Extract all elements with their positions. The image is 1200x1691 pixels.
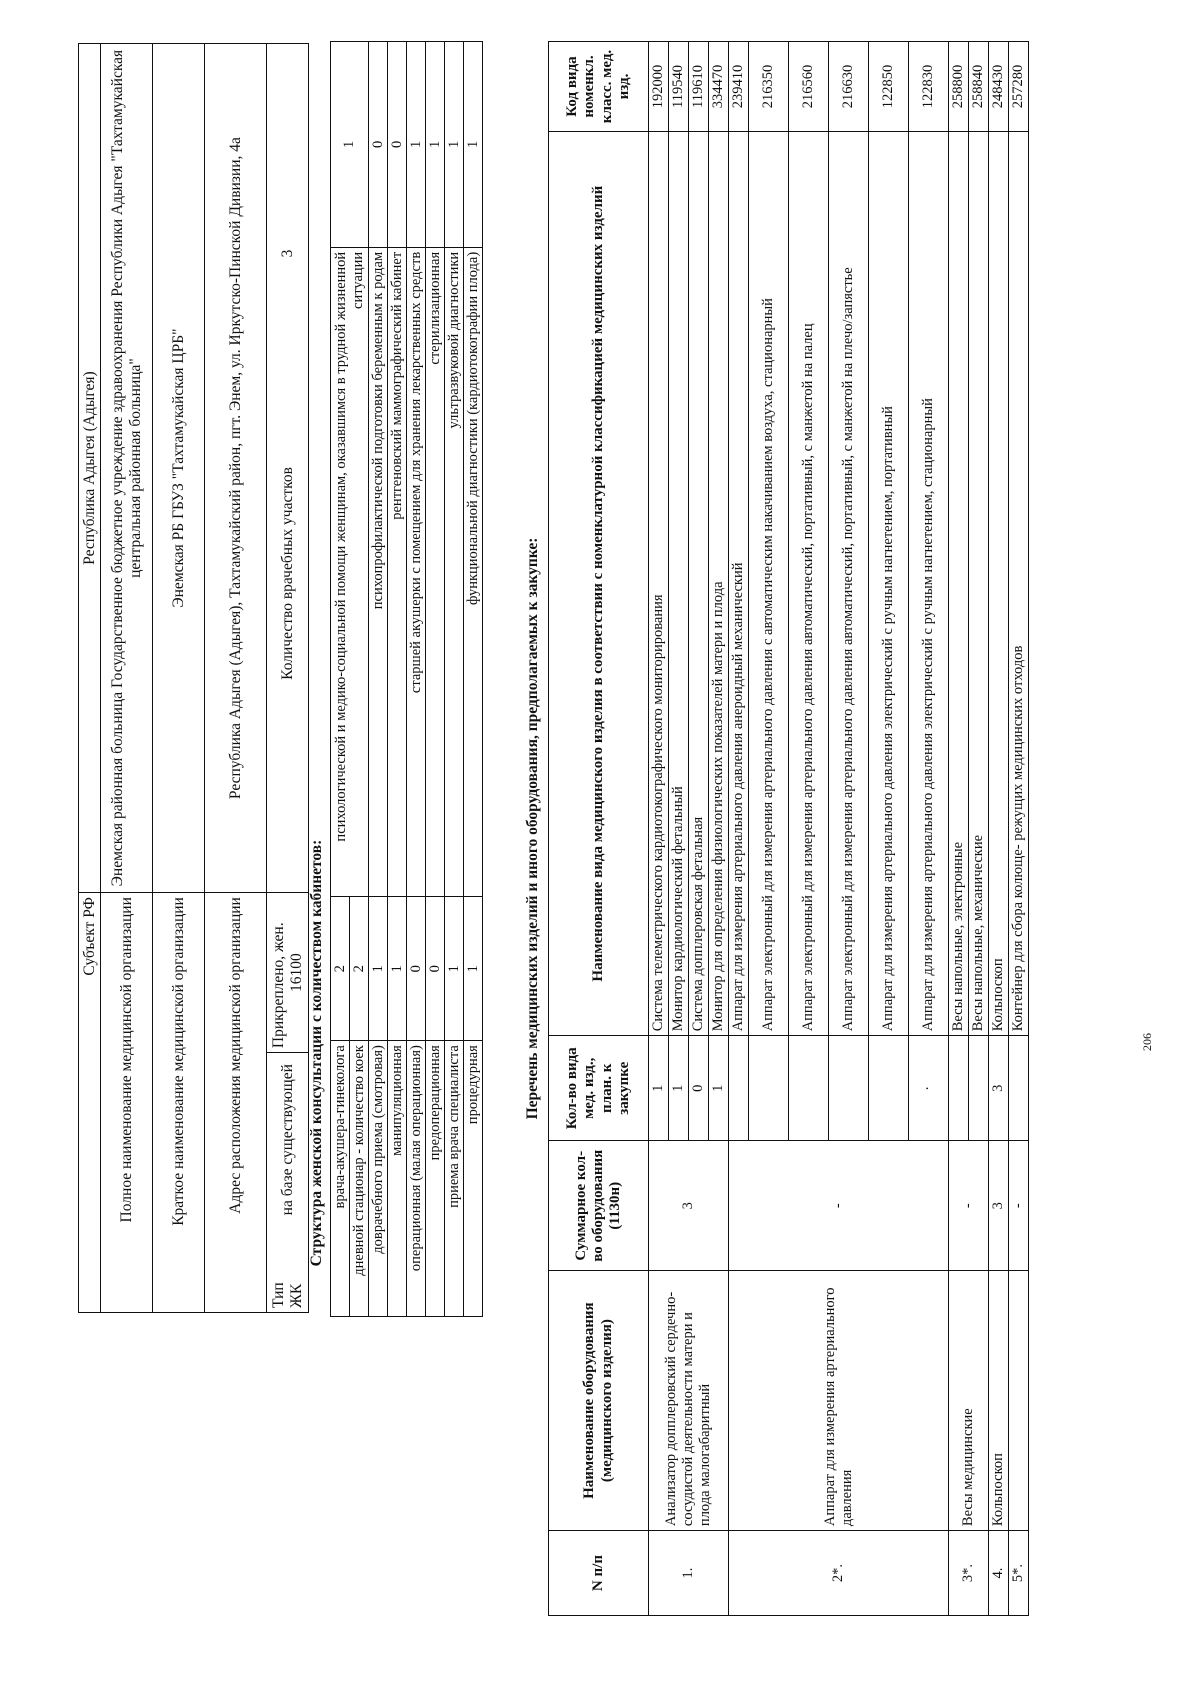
short-name-label: Краткое наименование медицинской организации — [153, 893, 205, 1313]
equipment-item-code: 119540 — [669, 42, 689, 132]
cabinet-right-count: 1 — [464, 42, 483, 248]
equipment-item-kind: Аппарат для измерения артериального давления электрический с ручным нагнетением, портативный — [869, 132, 909, 1036]
equipment-item-qty: 1 — [649, 1036, 669, 1141]
zk-type-value: на базе существующей — [278, 1064, 296, 1216]
organization-header-table — [78, 43, 309, 1313]
equipment-item-qty: 1 — [709, 1036, 729, 1141]
cabinet-row — [331, 42, 350, 1317]
equipment-item-code: 257280 — [1009, 42, 1029, 132]
cabinets-table — [330, 41, 483, 1317]
equipment-item-kind: Аппарат электронный для измерения артериального давления автоматический, портативный, с манжетой на палец — [789, 132, 829, 1036]
equipment-item-qty: 3 — [989, 1036, 1009, 1141]
cabinet-row — [369, 42, 388, 1317]
cabinet-row — [407, 42, 426, 1317]
equipment-item-code: 122850 — [869, 42, 909, 132]
cabinet-left-name: дневной стационар - количество коек — [350, 1041, 369, 1317]
cabinet-right-count: 1 — [331, 42, 369, 248]
equipment-name — [1009, 1271, 1029, 1531]
address-label: Адрес расположения медицинской организации — [205, 893, 267, 1313]
cabinet-left-name: доврачебного приема (смотровая) — [369, 1041, 388, 1317]
equipment-item-qty — [869, 1036, 909, 1141]
equipment-row — [729, 42, 749, 1616]
attached-label: Прикреплено, жен. — [269, 922, 287, 1049]
cabinet-right-name: рентгеновский маммографический кабинет — [388, 247, 407, 896]
equipment-number: 1. — [649, 1531, 729, 1616]
cabinet-left-name: приема врача специалиста — [445, 1041, 464, 1317]
equipment-name: Кольпоскоп — [989, 1271, 1009, 1531]
equipment-name: Весы медицинские — [949, 1271, 989, 1531]
cabinet-left-name: врача-акушера-гинеколога — [331, 1041, 350, 1317]
cabinet-left-count: 1 — [388, 897, 407, 1041]
equipment-item-kind: Система допплеровская фетальная — [689, 132, 709, 1036]
attached-value: 16100 — [287, 953, 305, 992]
equipment-item-kind: Контейнер для сбора колюще- режущих медицинских отходов — [1009, 132, 1029, 1036]
equipment-item-qty: 1 — [669, 1036, 689, 1141]
cabinet-left-count: 2 — [331, 897, 350, 1041]
cabinet-left-name: операционная (малая операционная) — [407, 1041, 426, 1317]
cabinets-title: Структура женской консультации с количеством кабинетов: — [308, 839, 325, 1267]
equipment-item-qty: · — [909, 1036, 949, 1141]
cabinet-row — [388, 42, 407, 1317]
cabinet-right-count: 0 — [388, 42, 407, 248]
cabinet-row — [464, 42, 483, 1317]
equipment-item-qty — [749, 1036, 789, 1141]
equipment-item-kind: Монитор для определения физиологических показателей матери и плода — [709, 132, 729, 1036]
cabinet-right-count: 1 — [407, 42, 426, 248]
equipment-item-code: 122830 — [909, 42, 949, 132]
equipment-total: - — [729, 1141, 949, 1271]
equipment-item-qty — [829, 1036, 869, 1141]
equipment-item-kind: Монитор кардиологический фетальный — [669, 132, 689, 1036]
equipment-item-code: 258840 — [969, 42, 989, 132]
equipment-number: 3*. — [949, 1531, 989, 1616]
cabinet-left-count: 0 — [426, 897, 445, 1041]
equipment-name: Аппарат для измерения артериального давления — [729, 1271, 949, 1531]
sites-value: 3 — [267, 44, 309, 464]
attached-cell — [267, 893, 309, 1053]
equipment-total: 3 — [649, 1141, 729, 1271]
cabinet-left-count: 0 — [407, 897, 426, 1041]
equipment-item-kind: Аппарат электронный для измерения артериального давления с автоматическим накачиванием воздуха, стационарный — [749, 132, 789, 1036]
equipment-item-code: 216350 — [749, 42, 789, 132]
equipment-item-kind: Аппарат электронный для измерения артериального давления автоматический, портативный, с манжетой на плечо/запястье — [829, 132, 869, 1036]
equipment-item-qty — [969, 1036, 989, 1141]
equipment-item-kind: Система телеметрического кардиотокографического мониторирования — [649, 132, 669, 1036]
cabinet-left-count: 1 — [369, 897, 388, 1041]
cabinet-right-name: психопрофилактической подготовки беременным к родам — [369, 247, 388, 896]
equipment-item-qty — [1009, 1036, 1029, 1141]
cabinet-right-name: стерилизационная — [426, 247, 445, 896]
equipment-number: 2*. — [729, 1531, 949, 1616]
equipment-item-qty — [789, 1036, 829, 1141]
col-num-header: N п/п — [549, 1531, 649, 1616]
cabinet-left-name: манипуляционная — [388, 1041, 407, 1317]
equipment-item-kind: Аппарат для измерения артериального давления электрический с ручным нагнетением, стационарный — [909, 132, 949, 1036]
cabinet-left-name: предоперационная — [426, 1041, 445, 1317]
col-total-header: Суммарное кол-во оборудования (1130н) — [549, 1141, 649, 1271]
cabinet-right-name: функциональной диагностики (кардиотокографии плода) — [464, 247, 483, 896]
equipment-item-qty: 0 — [689, 1036, 709, 1141]
equipment-row — [1009, 42, 1029, 1616]
cabinet-left-count: 1 — [464, 897, 483, 1041]
col-code-header: Код вида номенкл. класс. мед. изд. — [549, 42, 649, 132]
equipment-item-code: 248430 — [989, 42, 1009, 132]
equipment-row — [649, 42, 669, 1616]
equipment-item-code: 334470 — [709, 42, 729, 132]
full-name-label: Полное наименование медицинской организации — [101, 893, 153, 1313]
cabinet-right-count: 1 — [426, 42, 445, 248]
cabinet-left-name: процедурная — [464, 1041, 483, 1317]
zk-type-cell — [267, 1053, 309, 1313]
full-name-value: Энемская районная больница Государственное бюджетное учреждение здравоохранения Республики Адыгея "Тахтамукайская центральная районная больница" — [101, 44, 153, 893]
equipment-item-code: 216560 — [789, 42, 829, 132]
equipment-item-kind: Аппарат для измерения артериального давления анероидный механический — [729, 132, 749, 1036]
cabinet-left-count: 1 — [445, 897, 464, 1041]
equipment-number: 4. — [989, 1531, 1009, 1616]
equipment-item-kind: Весы напольные, механические — [969, 132, 989, 1036]
equipment-item-code: 119610 — [689, 42, 709, 132]
cabinet-right-name: психологической и медико-социальной помощи женщинам, оказавшимся в трудной жизненной ситуации — [331, 247, 369, 896]
address-value: Республика Адыгея (Адыгея), Тахтамукайский район, пгт. Энем, ул. Иркутско-Пинской Дивизии, 4а — [205, 44, 267, 893]
equipment-number: 5*. — [1009, 1531, 1029, 1616]
col-qty-header: Кол-во вида мед. изд., план. к закупке — [549, 1036, 649, 1141]
short-name-value: Энемская РБ ГБУЗ "Тахтамукайская ЦРБ" — [153, 44, 205, 893]
col-name-header: Наименование оборудования (медицинского изделия) — [549, 1271, 649, 1531]
cabinet-row — [426, 42, 445, 1317]
equipment-title: Перечень медицинских изделий и иного оборудования, предполагаемых к закупке: — [524, 537, 541, 1120]
equipment-item-code: 216630 — [829, 42, 869, 132]
equipment-total: 3 — [989, 1141, 1009, 1271]
cabinet-right-name: старшей акушерки с помещением для хранения лекарственных средств — [407, 247, 426, 896]
equipment-total: - — [949, 1141, 989, 1271]
cabinet-right-count: 1 — [445, 42, 464, 248]
equipment-row — [989, 42, 1009, 1616]
zk-type-label: Тип ЖК — [269, 1282, 305, 1308]
equipment-item-kind: Кольпоскоп — [989, 132, 1009, 1036]
equipment-row — [949, 42, 969, 1616]
subject-value: Республика Адыгея (Адыгея) — [79, 44, 101, 893]
equipment-item-kind: Весы напольные, электронные — [949, 132, 969, 1036]
cabinet-left-count: 2 — [350, 897, 369, 1041]
equipment-item-qty — [949, 1036, 969, 1141]
equipment-name: Анализатор допплеровский сердечно- сосудистой деятельности матери и плода малогабаритный — [649, 1271, 729, 1531]
cabinet-row — [445, 42, 464, 1317]
equipment-item-code: 192000 — [649, 42, 669, 132]
equipment-total: - — [1009, 1141, 1029, 1271]
col-kind-header: Наименование вида медицинского изделия в соответствии с номенклатурной классификацией медицинских изделий — [549, 132, 649, 1036]
page-number: 206 — [1140, 1033, 1154, 1051]
sites-label: Количество врачебных участков — [267, 463, 309, 893]
subject-label: Субъект РФ — [79, 893, 101, 1313]
cabinet-right-count: 0 — [369, 42, 388, 248]
equipment-item-code: 258800 — [949, 42, 969, 132]
cabinet-right-name: ультразвуковой диагностики — [445, 247, 464, 896]
equipment-item-qty — [729, 1036, 749, 1141]
equipment-item-code: 239410 — [729, 42, 749, 132]
equipment-table — [548, 41, 1029, 1616]
